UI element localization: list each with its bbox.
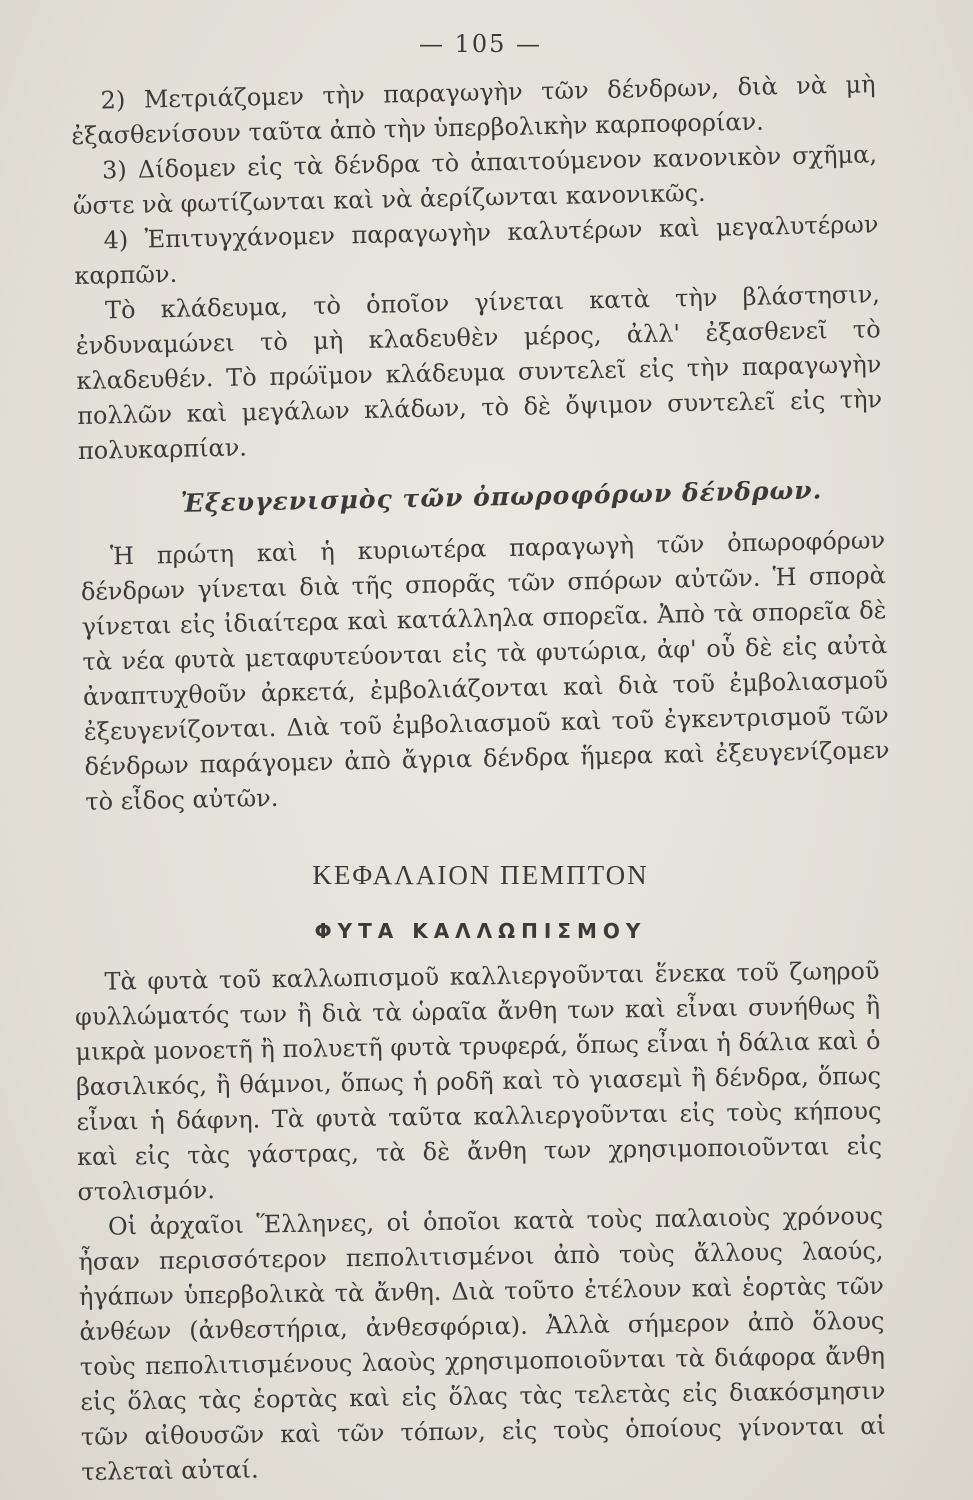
chapter-title: ΚΕΦΑΛΑΙΟΝ ΠΕΜΠΤΟΝ [312, 860, 649, 890]
paragraph-grafting: Ἡ πρώτη καὶ ἡ κυριωτέρα παραγωγὴ τῶν ὀπωροφόρων δένδρων γίνεται διὰ τῆς σπορᾶς τῶν σπόρων αὐτῶν. Ἡ σπορὰ γίνεται εἰς ἰδιαίτερα καὶ κατάλληλα σπορεῖα. Ἀπὸ τὰ σπορεῖα δὲ τὰ νέα φυτὰ μεταφυτεύονται εἰς τὰ φυτώρια, ἀφ' οὗ δὲ εἰς αὐτὰ ἀναπτυχθοῦν ἀρκετά, ἐμβολιάζονται καὶ διὰ τοῦ ἐμβολιασμοῦ ἐξευγενίζονται. Διὰ τοῦ ἐμβολιασμοῦ καὶ τοῦ ἐγκεντρισμοῦ τῶν δένδρων παράγομεν ἀπὸ ἄγρια δένδρα ἥμερα καὶ ἐξευγενίζομεν τὸ εἶδος αὐτῶν. [80, 526, 890, 816]
paragraph-ornamental-plants: Τὰ φυτὰ τοῦ καλλωπισμοῦ καλλιεργοῦνται ἕνεκα τοῦ ζωηροῦ φυλλώματός των ἢ διὰ τὰ ὡραῖα ἄνθη των καὶ εἶναι συνήθως ἢ μικρὰ μονοετῆ ἢ πολυετῆ φυτὰ τρυφερά, ὅπως εἶναι ἡ δάλια καὶ ὁ βασιλικός, ἢ θάμνοι, ὅπως ἡ ροδῆ καὶ τὸ γιασεμὶ ἢ δένδρα, ὅπως εἶναι ἡ δάφνη. Τὰ φυτὰ ταῦτα καλλιεργοῦνται εἰς τοὺς κήπους καὶ εἰς τὰς γάστρας, τὰ δὲ ἄνθη των χρησιμοποιοῦνται εἰς στολισμόν. [74, 956, 883, 1207]
bottom-paragraphs [74, 954, 886, 1490]
section-title: Ἐξευγενισμὸς τῶν ὀπωροφόρων δένδρων. [180, 475, 823, 518]
paragraph-reason-3: 3) Δίδομεν εἰς τὰ δένδρα τὸ ἀπαιτούμενον κανονικὸν σχῆμα, ὥστε νὰ φωτίζωνται καὶ νὰ ἀερίζωνται κανονικῶς. [72, 140, 878, 221]
chapter-subtitle: ΦΥΤΑ ΚΑΛΛΩΠΙΣΜΟΥ [314, 919, 647, 943]
top-paragraphs [70, 67, 890, 820]
paragraph-reason-4: 4) Ἐπιτυγχάνομεν παραγωγὴν καλυτέρων καὶ μεγαλυτέρων καρπῶν. [74, 210, 879, 291]
page-number: — 105 — [418, 30, 543, 58]
paragraph-ancient-greeks: Οἱ ἀρχαῖοι Ἕλληνες, οἱ ὁποῖοι κατὰ τοὺς παλαιοὺς χρόνους ἦσαν περισσότερον πεπολιτισμένοι ἀπὸ τοὺς ἄλλους λαούς, ἠγάπων ὑπερβολικὰ τὰ ἄνθη. Διὰ τοῦτο ἐτέλουν καὶ ἑορτὰς τῶν ἀνθέων (ἀνθεστήρια, ἀνθεσφόρια). Ἀλλὰ σήμερον ἀπὸ ὅλους τοὺς πεπολιτισμένους λαοὺς χρησιμοποιοῦνται τὰ διάφορα ἄνθη εἰς ὅλας τὰς ἑορτὰς καὶ εἰς ὅλας τὰς τελετὰς εἰς διακόσμησιν τῶν αἰθουσῶν καὶ τῶν τόπων, εἰς τοὺς ὁποίους γίνονται αἱ τελεταὶ αὐταί. [78, 1201, 887, 1486]
paragraph-reason-2: 2) Μετριάζομεν τὴν παραγωγὴν τῶν δένδρων, διὰ νὰ μὴ ἐξασθενίσουν ταῦτα ἀπὸ τὴν ὑπερβολικὴν καρποφορίαν. [71, 70, 876, 151]
paragraph-pruning: Τὸ κλάδευμα, τὸ ὁποῖον γίνεται κατὰ τὴν βλάστησιν, ἐνδυναμώνει τὸ μὴ κλαδευθὲν μέρος, ἀλλ' ἐξασθενεῖ τὸ κλαδευθέν. Τὸ πρώϊμον κλάδευμα συντελεῖ εἰς τὴν παραγωγὴν πολλῶν καὶ μεγάλων κλάδων, τὸ δὲ ὄψιμον συντελεῖ εἰς τὴν πολυκαρπίαν. [75, 280, 883, 465]
